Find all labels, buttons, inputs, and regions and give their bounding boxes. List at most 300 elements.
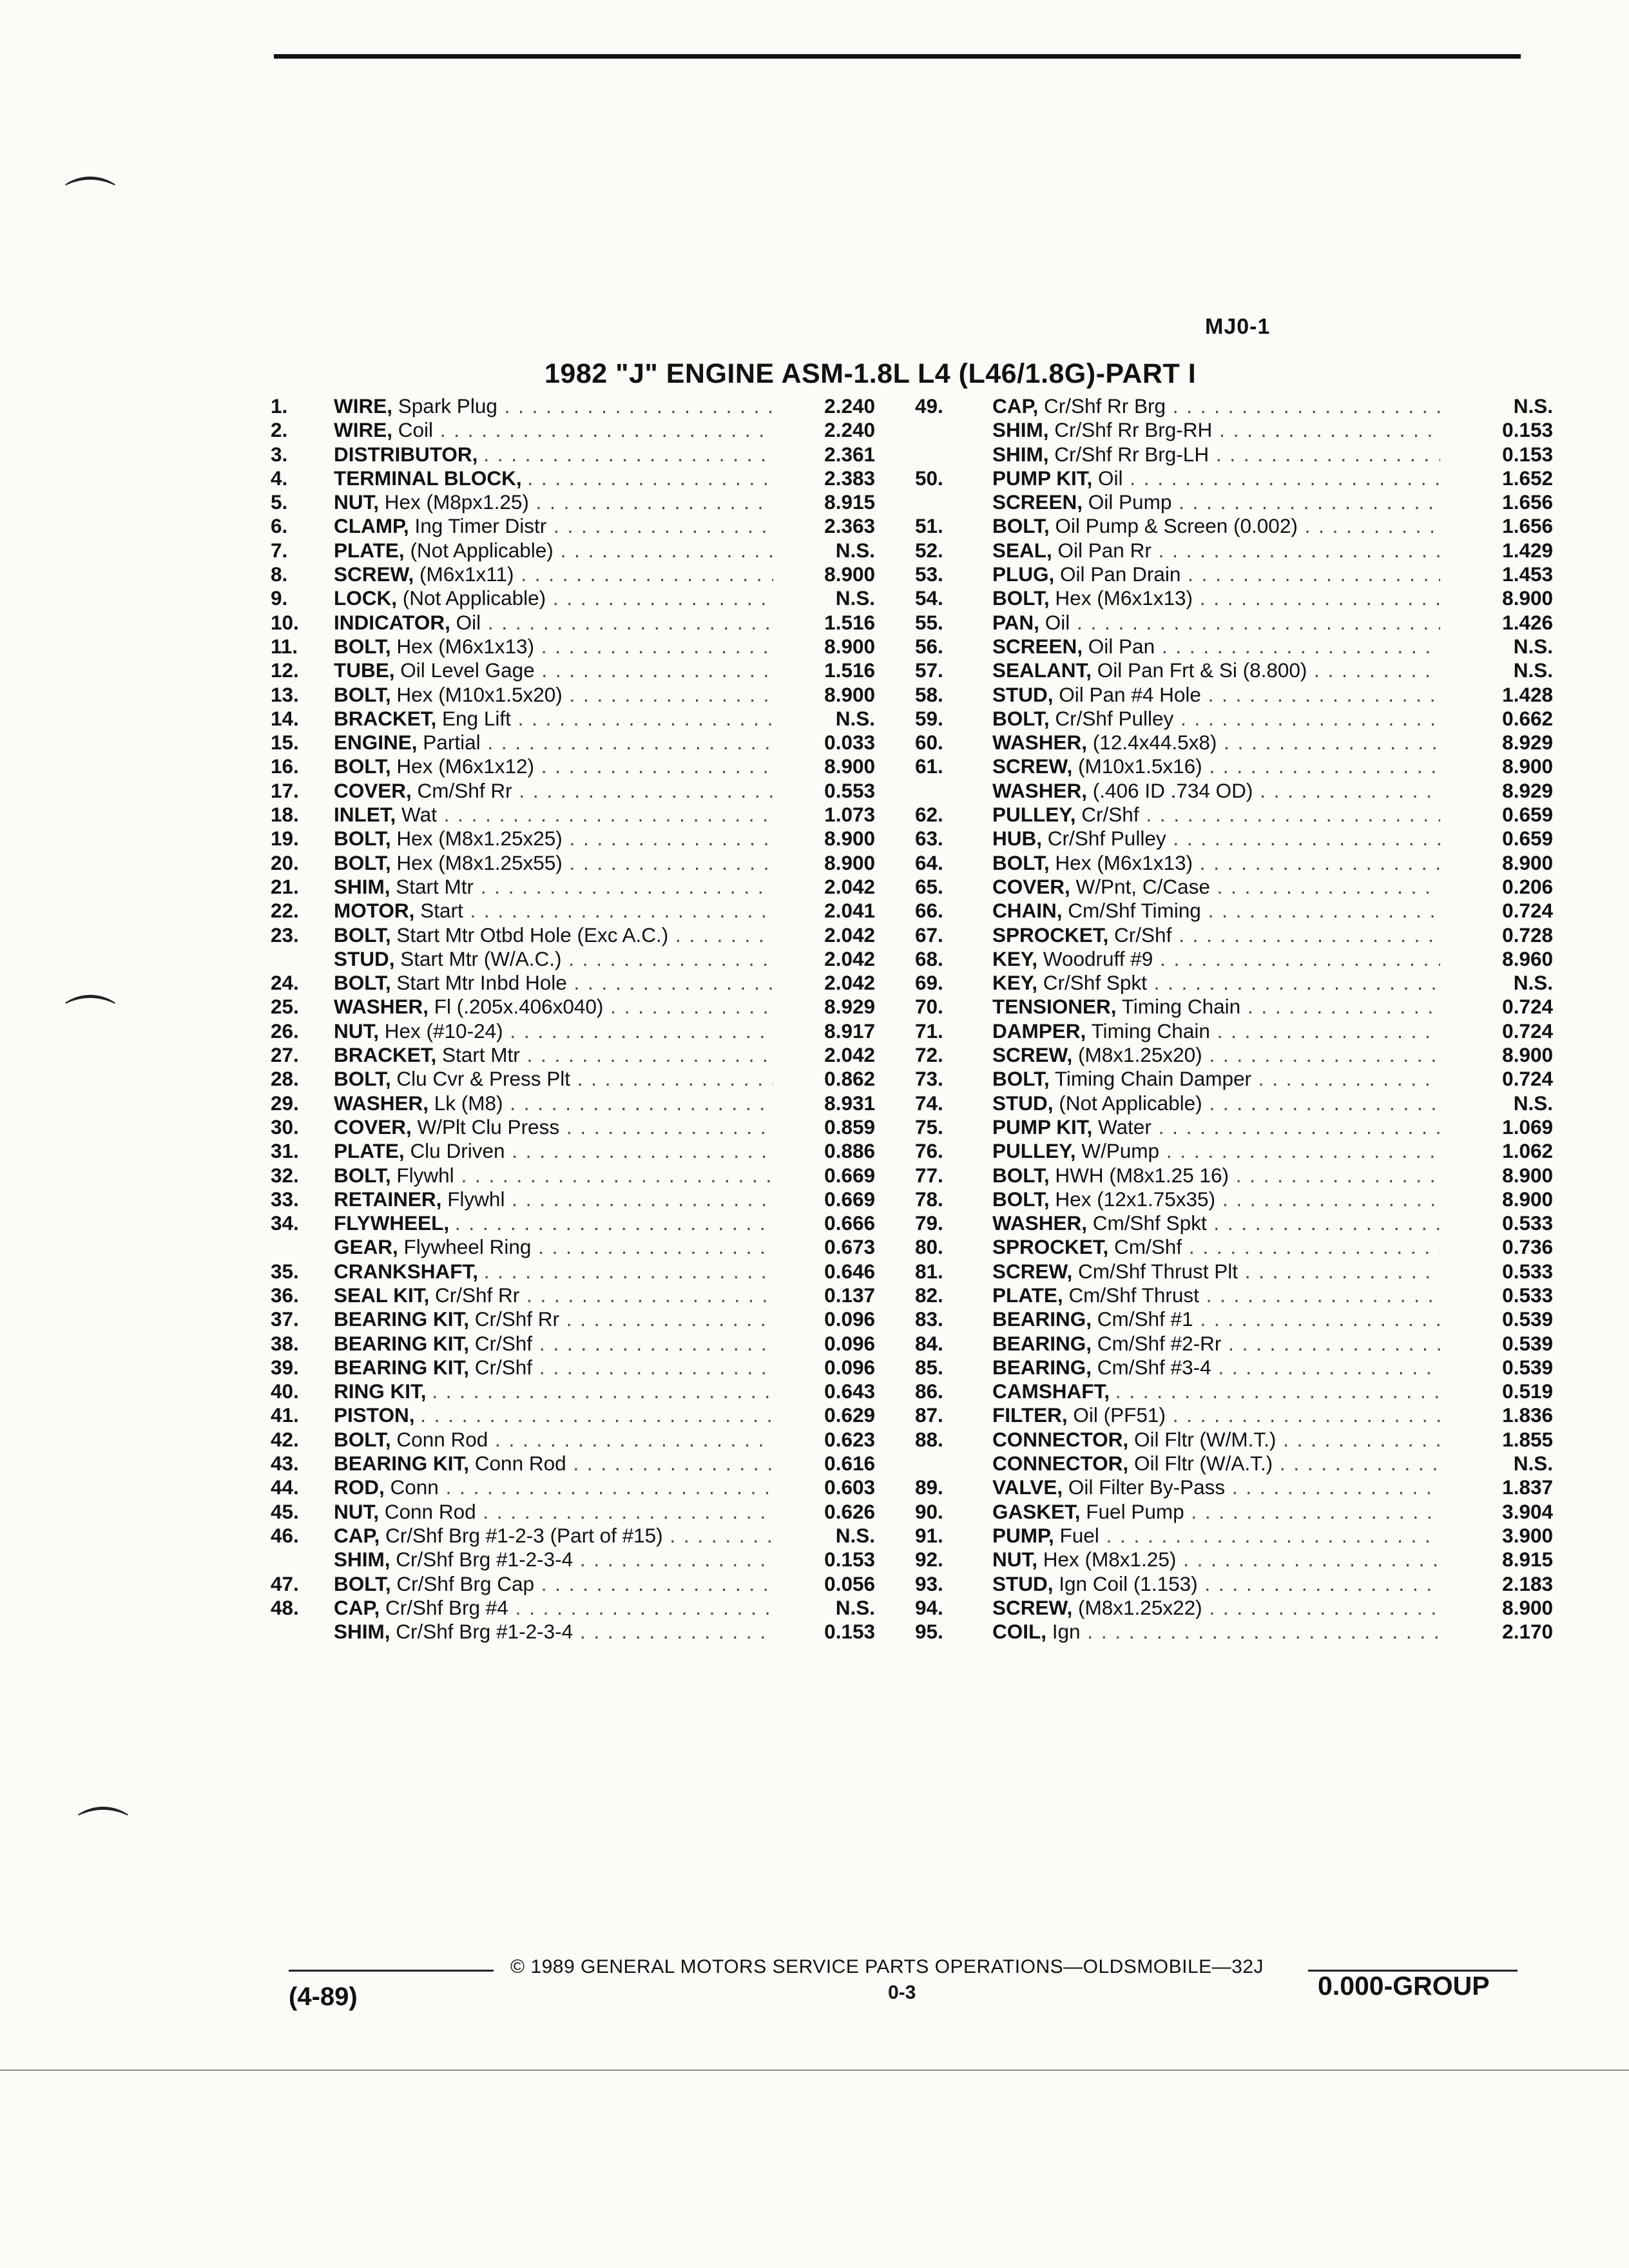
part-description: [334, 899, 773, 923]
group-value: 1.069: [1502, 1115, 1553, 1139]
part-description: [334, 1187, 773, 1211]
part-row: [915, 1164, 1553, 1187]
part-row: [915, 995, 1553, 1019]
part-number: 82.: [915, 1283, 943, 1307]
part-name: WIRE,: [334, 394, 392, 418]
part-spec: Woodruff #9: [1043, 947, 1153, 970]
part-name: RETAINER,: [334, 1187, 442, 1211]
part-spec: Hex (M10x1.5x20): [396, 682, 563, 706]
part-spec: Flywhl: [447, 1187, 505, 1211]
group-value: 1.062: [1502, 1139, 1553, 1163]
part-description: [992, 658, 1440, 682]
part-spec: Ign Coil (1.153): [1059, 1571, 1198, 1595]
part-number: 81.: [915, 1259, 943, 1283]
part-description: [992, 1260, 1440, 1283]
part-name: BEARING,: [992, 1307, 1092, 1331]
part-row: [915, 1572, 1553, 1596]
part-description: [334, 1452, 773, 1475]
group-value: 8.900: [1502, 1043, 1553, 1067]
group-value: 0.724: [1502, 995, 1553, 1019]
part-row: [915, 1187, 1553, 1211]
part-row: [271, 1019, 883, 1043]
part-name: BOLT,: [334, 1427, 391, 1451]
part-description: [334, 1428, 773, 1452]
group-value: 1.652: [1502, 466, 1553, 490]
group-value: 0.137: [824, 1283, 875, 1307]
group-value: 2.041: [824, 899, 875, 923]
part-name: BOLT,: [992, 586, 1050, 610]
part-row: [271, 443, 883, 466]
group-value: 0.659: [1502, 803, 1553, 827]
part-row: [915, 1475, 1553, 1499]
part-row: [915, 731, 1553, 754]
part-spec: Hex (M8x1.25x55): [396, 850, 563, 874]
group-value: 8.929: [1502, 731, 1553, 754]
part-row: [271, 562, 883, 586]
part-name: NUT,: [334, 1019, 379, 1043]
part-number: 40.: [271, 1379, 299, 1403]
part-number: 54.: [915, 586, 943, 610]
part-row: [271, 1572, 883, 1596]
part-name: WASHER,: [992, 731, 1088, 754]
part-row: [271, 635, 883, 658]
part-description: [334, 1164, 773, 1187]
group-value: 2.240: [824, 418, 875, 442]
part-spec: Hex (M8x1.25): [1043, 1548, 1177, 1571]
group-value: 0.539: [1502, 1307, 1553, 1331]
part-row: [271, 754, 883, 778]
part-spec: Timing Chain: [1121, 995, 1241, 1019]
part-row: [271, 539, 883, 562]
page-id: MJ0-1: [1205, 314, 1271, 339]
part-spec: Cr/Shf Rr Brg-RH: [1054, 418, 1213, 442]
part-number: 48.: [271, 1595, 299, 1619]
group-value: 8.900: [1502, 1595, 1553, 1619]
part-spec: Oil (PF51): [1073, 1403, 1166, 1427]
group-value: 2.042: [824, 1043, 875, 1067]
part-description: [992, 490, 1440, 514]
group-value: 8.900: [824, 754, 875, 778]
part-description: [992, 1332, 1440, 1356]
part-row: [915, 1067, 1553, 1091]
part-number: 59.: [915, 706, 943, 730]
part-name: BOLT,: [334, 682, 391, 706]
part-number: 84.: [915, 1331, 943, 1355]
part-number: 22.: [271, 899, 299, 923]
part-number: 38.: [271, 1331, 299, 1355]
part-name: BOLT,: [992, 1163, 1050, 1187]
part-description: [334, 1139, 773, 1163]
group-value: 8.929: [824, 995, 875, 1019]
part-description: [334, 1403, 773, 1427]
part-description: [992, 995, 1440, 1019]
group-value: 8.900: [1502, 850, 1553, 874]
part-number: 20.: [271, 850, 299, 874]
part-number: 92.: [915, 1548, 943, 1571]
group-value: 2.170: [1502, 1620, 1553, 1644]
part-row: [271, 707, 883, 731]
group-number: 0.000-GROUP: [1318, 1971, 1490, 2001]
part-name: STUD,: [992, 1571, 1054, 1595]
part-name: BOLT,: [334, 1163, 391, 1187]
part-name: GEAR,: [334, 1235, 398, 1259]
part-name: HUB,: [992, 827, 1042, 850]
part-number: 73.: [915, 1067, 943, 1091]
part-number: 89.: [915, 1475, 943, 1499]
part-row: [271, 1428, 883, 1452]
group-value: N.S.: [835, 706, 875, 730]
part-name: STUD,: [992, 682, 1054, 706]
part-spec: Fl (.205x.406x040): [434, 995, 604, 1019]
part-spec: Cm/Shf Timing: [1068, 899, 1201, 923]
part-number: 36.: [271, 1283, 299, 1307]
part-description: [992, 1475, 1440, 1499]
part-spec: Oil Pan Drain: [1060, 562, 1181, 586]
part-row: [915, 562, 1553, 586]
part-number: 1.: [271, 394, 288, 418]
part-description: [334, 731, 773, 754]
part-number: 4.: [271, 466, 288, 490]
group-value: 2.240: [824, 394, 875, 418]
part-row: [915, 803, 1553, 827]
part-description: [992, 971, 1440, 995]
part-row: [271, 731, 883, 754]
group-value: 1.855: [1502, 1427, 1553, 1451]
part-description: [334, 466, 773, 490]
group-value: N.S.: [835, 586, 875, 610]
part-description: [334, 875, 773, 899]
part-name: RING KIT,: [334, 1379, 427, 1403]
part-row: [271, 1356, 883, 1379]
part-spec: Eng Lift: [442, 706, 511, 730]
part-description: [992, 683, 1440, 707]
page-title: 1982 "J" ENGINE ASM-1.8L L4 (L46/1.8G)-PART I: [545, 358, 1197, 389]
group-value: N.S.: [1513, 971, 1553, 995]
part-number: 93.: [915, 1571, 943, 1595]
part-name: MOTOR,: [334, 899, 415, 923]
part-name: STUD,: [992, 1091, 1054, 1115]
part-description: [334, 1332, 773, 1356]
footer-rule-left: [289, 1970, 494, 1972]
group-value: 0.616: [824, 1452, 875, 1475]
part-number: 72.: [915, 1043, 943, 1067]
part-description: [334, 827, 773, 850]
group-value: 0.096: [824, 1307, 875, 1331]
part-row: [271, 1307, 883, 1331]
part-number: 70.: [915, 995, 943, 1019]
top-rule: [274, 54, 1521, 59]
part-number: 31.: [271, 1139, 299, 1163]
group-value: 0.662: [1502, 706, 1553, 730]
part-spec: Lk (M8): [434, 1091, 503, 1115]
part-description: [992, 827, 1440, 850]
part-description: [992, 1428, 1440, 1452]
part-number: 86.: [915, 1379, 943, 1403]
part-row: [271, 1164, 883, 1187]
parts-list-left: [271, 394, 883, 1644]
part-spec: Oil Fltr (W/A.T.): [1133, 1452, 1273, 1475]
part-spec: Oil Fltr (W/M.T.): [1133, 1427, 1277, 1451]
part-row: [271, 875, 883, 899]
part-number: 62.: [915, 803, 943, 827]
group-value: N.S.: [1513, 394, 1553, 418]
part-row: [271, 1283, 883, 1307]
part-spec: Cr/Shf Rr Brg-LH: [1054, 442, 1210, 466]
group-value: 8.900: [824, 682, 875, 706]
part-description: [334, 1356, 773, 1379]
part-number: 67.: [915, 923, 943, 947]
part-name: COVER,: [334, 1115, 412, 1139]
group-value: 1.516: [824, 658, 875, 682]
part-description: [334, 539, 773, 562]
part-spec: Flywhl: [396, 1163, 454, 1187]
part-number: 2.: [271, 418, 288, 442]
part-spec: Start Mtr (W/A.C.): [400, 947, 562, 970]
part-name: WASHER,: [334, 995, 429, 1019]
part-spec: HWH (M8x1.25 16): [1055, 1163, 1229, 1187]
part-row: [271, 1524, 883, 1548]
part-description: [992, 1283, 1440, 1307]
part-row: [915, 923, 1553, 947]
part-number: 91.: [915, 1523, 943, 1547]
part-description: [992, 1115, 1440, 1139]
group-value: 0.626: [824, 1499, 875, 1523]
part-number: 16.: [271, 754, 299, 778]
part-spec: Cr/Shf Brg #1-2-3 (Part of #15): [385, 1523, 663, 1547]
part-name: SCREW,: [334, 562, 414, 586]
part-row: [271, 1596, 883, 1620]
part-name: WASHER,: [992, 1211, 1088, 1235]
group-value: 8.900: [824, 562, 875, 586]
part-name: CAP,: [992, 394, 1039, 418]
part-number: 30.: [271, 1115, 299, 1139]
part-number: 28.: [271, 1067, 299, 1091]
part-row: [915, 539, 1553, 562]
part-row: [271, 1500, 883, 1524]
part-description: [992, 1091, 1440, 1115]
part-row: [271, 995, 883, 1019]
group-value: 2.042: [824, 923, 875, 947]
parts-list-right: [915, 394, 1553, 1644]
part-number: 44.: [271, 1475, 299, 1499]
group-value: 0.886: [824, 1139, 875, 1163]
part-spec: (Not Applicable): [410, 538, 554, 562]
part-name: BOLT,: [992, 1187, 1050, 1211]
group-value: 0.533: [1502, 1211, 1553, 1235]
part-name: SCREW,: [992, 1043, 1073, 1067]
group-value: 3.904: [1502, 1499, 1553, 1523]
group-value: 3.900: [1502, 1523, 1553, 1547]
part-description: [334, 1548, 773, 1571]
part-row: [271, 1139, 883, 1163]
part-description: [334, 971, 773, 995]
part-row: [915, 1307, 1553, 1331]
part-row: [271, 514, 883, 538]
group-value: 8.900: [824, 850, 875, 874]
part-description: [334, 1620, 773, 1644]
group-value: N.S.: [835, 1595, 875, 1619]
group-value: 0.539: [1502, 1331, 1553, 1355]
part-row: [271, 658, 883, 682]
part-number: 12.: [271, 658, 299, 682]
part-row: [271, 394, 883, 418]
part-number: 10.: [271, 610, 299, 634]
part-name: BOLT,: [334, 923, 391, 947]
group-value: 0.859: [824, 1115, 875, 1139]
group-value: 1.656: [1502, 490, 1553, 514]
part-name: GASKET,: [992, 1499, 1081, 1523]
part-spec: Conn Rod: [474, 1452, 566, 1475]
part-description: [992, 851, 1440, 875]
part-spec: Oil Level Gage: [400, 658, 535, 682]
part-spec: Fuel Pump: [1086, 1499, 1184, 1523]
binder-hole-mark: ⌒: [64, 992, 116, 1050]
part-number: 68.: [915, 947, 943, 970]
group-value: 1.837: [1502, 1475, 1553, 1499]
part-spec: Hex (M6x1x13): [396, 634, 534, 658]
group-value: N.S.: [1513, 1452, 1553, 1475]
part-spec: Hex (M6x1x12): [396, 754, 534, 778]
part-description: [334, 1115, 773, 1139]
part-name: NUT,: [334, 490, 379, 514]
part-spec: (Not Applicable): [402, 586, 546, 610]
part-row: [915, 1043, 1553, 1067]
part-spec: Oil Pan #4 Hole: [1059, 682, 1201, 706]
part-row: [271, 1260, 883, 1283]
part-spec: Cr/Shf Rr Brg: [1043, 394, 1166, 418]
group-value: 0.519: [1502, 1379, 1553, 1403]
group-value: 0.736: [1502, 1235, 1553, 1259]
part-spec: Cm/Shf Rr: [417, 778, 512, 802]
part-row: [915, 1548, 1553, 1571]
group-value: 0.646: [824, 1259, 875, 1283]
part-description: [992, 1307, 1440, 1331]
part-row: [271, 827, 883, 850]
part-spec: (M8x1.25x22): [1078, 1595, 1202, 1619]
part-description: [334, 1019, 773, 1043]
part-number: 64.: [915, 850, 943, 874]
part-name: WASHER,: [334, 1091, 429, 1115]
part-description: [992, 562, 1440, 586]
group-value: 8.900: [824, 827, 875, 850]
part-spec: Ign: [1052, 1620, 1081, 1644]
part-description: [992, 1356, 1440, 1379]
part-name: SHIM,: [334, 1620, 390, 1644]
part-name: STUD,: [334, 947, 395, 970]
binder-hole-mark: ⌒: [77, 1804, 129, 1861]
part-number: 57.: [915, 658, 943, 682]
group-value: 0.056: [824, 1571, 875, 1595]
part-name: PULLEY,: [992, 1139, 1076, 1163]
part-name: BOLT,: [992, 514, 1050, 538]
part-name: BEARING KIT,: [334, 1331, 470, 1355]
part-row: [271, 971, 883, 995]
part-description: [992, 1235, 1440, 1259]
part-number: 80.: [915, 1235, 943, 1259]
part-spec: Cm/Shf Thrust Plt: [1078, 1259, 1239, 1283]
part-name: BOLT,: [334, 754, 391, 778]
part-name: PULLEY,: [992, 803, 1076, 827]
part-row: [915, 1524, 1553, 1548]
part-number: 32.: [271, 1163, 299, 1187]
part-description: [992, 1067, 1440, 1091]
part-number: 51.: [915, 514, 943, 538]
group-value: 1.426: [1502, 610, 1553, 634]
part-row: [271, 1620, 883, 1644]
part-number: 47.: [271, 1571, 299, 1595]
part-description: [334, 1260, 773, 1283]
part-spec: (M8x1.25x20): [1078, 1043, 1202, 1067]
part-spec: Cm/Shf #1: [1097, 1307, 1193, 1331]
group-value: 8.915: [824, 490, 875, 514]
part-number: 11.: [271, 634, 298, 658]
part-number: 41.: [271, 1403, 299, 1427]
group-value: 1.656: [1502, 514, 1553, 538]
part-description: [334, 683, 773, 707]
part-description: [334, 562, 773, 586]
part-spec: Conn: [390, 1475, 439, 1499]
part-name: SHIM,: [992, 442, 1049, 466]
part-row: [271, 1211, 883, 1235]
part-spec: Fuel: [1059, 1523, 1099, 1547]
part-row: [915, 1356, 1553, 1379]
part-number: 76.: [915, 1139, 943, 1163]
part-spec: Conn Rod: [396, 1427, 488, 1451]
part-spec: Cr/Shf Rr: [474, 1307, 560, 1331]
group-value: 1.836: [1502, 1403, 1553, 1427]
group-value: 0.623: [824, 1427, 875, 1451]
part-description: [992, 803, 1440, 827]
part-row: [915, 851, 1553, 875]
part-row: [271, 490, 883, 514]
part-number: 14.: [271, 706, 299, 730]
part-number: 78.: [915, 1187, 943, 1211]
part-spec: Cr/Shf: [474, 1355, 533, 1379]
group-value: 0.666: [824, 1211, 875, 1235]
part-description: [992, 899, 1440, 923]
part-row: [271, 466, 883, 490]
part-description: [992, 539, 1440, 562]
group-value: 8.900: [1502, 1187, 1553, 1211]
part-name: INLET,: [334, 803, 396, 827]
group-value: 0.033: [824, 731, 875, 754]
part-number: 37.: [271, 1307, 299, 1331]
part-description: [334, 851, 773, 875]
part-name: SCREEN,: [992, 490, 1083, 514]
part-description: [334, 1379, 773, 1403]
part-name: ENGINE,: [334, 731, 418, 754]
part-name: SCREW,: [992, 1595, 1073, 1619]
part-description: [992, 635, 1440, 658]
group-value: 0.728: [1502, 923, 1553, 947]
part-description: [992, 418, 1440, 442]
group-value: 8.929: [1502, 778, 1553, 802]
part-number: 43.: [271, 1452, 299, 1475]
part-description: [334, 1475, 773, 1499]
part-number: 88.: [915, 1427, 943, 1451]
part-name: SCREW,: [992, 1259, 1073, 1283]
part-row: [915, 1019, 1553, 1043]
part-description: [334, 1524, 773, 1548]
part-name: CHAIN,: [992, 899, 1063, 923]
part-number: 42.: [271, 1427, 299, 1451]
part-name: SHIM,: [992, 418, 1049, 442]
part-name: BOLT,: [334, 827, 391, 850]
part-number: 26.: [271, 1019, 299, 1043]
copyright-notice: © 1989 GENERAL MOTORS SERVICE PARTS OPERATIONS—OLDSMOBILE—32J: [510, 1956, 1264, 1977]
part-row: [915, 1596, 1553, 1620]
part-number: 77.: [915, 1163, 943, 1187]
